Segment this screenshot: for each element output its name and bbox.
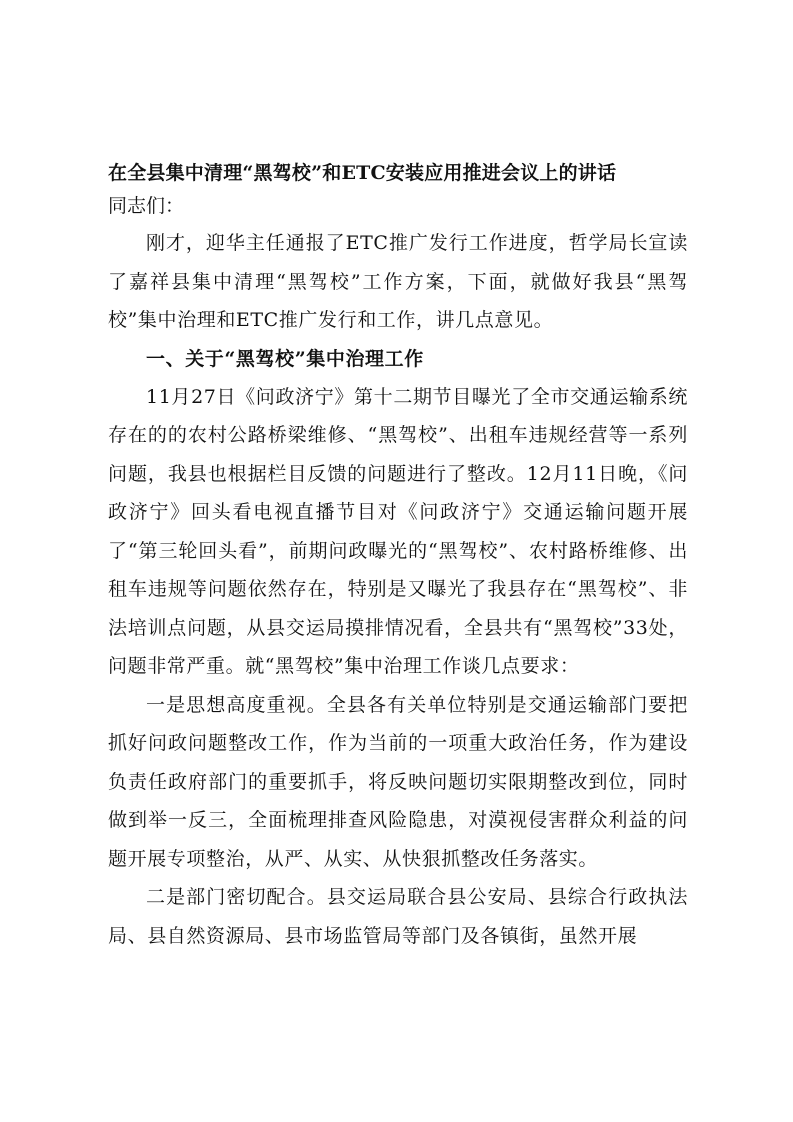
document-title: 在全县集中清理“黑驾校”和ETC安装应用推进会议上的讲话: [108, 162, 617, 184]
document-page: [108, 158, 688, 955]
body-paragraph: 一是思想高度重视。全县各有关单位特别是交通运输部门要把抓好问政问题整改工作，作为当前的一项重大政治任务，作为建设负责任政府部门的重要抓手，将反映问题切实限期整改到位，同时做到举一反三，全面梳理排查风险隐患，对漠视侵害群众利益的问题开展专项整治，从严、从实、从快狠抓整改任务落实。: [108, 693, 688, 870]
body-paragraph: 二是部门密切配合。县交运局联合县公安局、县综合行政执法局、县自然资源局、县市场监管局等部门及各镇街，虽然开展: [108, 886, 688, 947]
salutation: 同志们：: [108, 195, 185, 217]
body-paragraph: 11月27日《问政济宁》第十二期节目曝光了全市交通运输系统存在的的农村公路桥梁维修、“黑驾校”、出租车违规经营等一系列问题，我县也根据栏目反馈的问题进行了整改。12月11日晚，《问政济宁》回头看电视直播节目对《问政济宁》交通运输问题开展了“第三轮回头看”，前期问政曝光的“黑驾校”、农村路桥维修、出租车违规等问题依然存在，特别是又曝光了我县存在“黑驾校”、非法培训点问题，从县交运局摸排情况看，全县共有“黑驾校”33处，问题非常严重。就“黑驾校”集中治理工作谈几点要求：: [108, 385, 688, 677]
section-heading: 一、关于“黑驾校”集中治理工作: [146, 347, 424, 370]
intro-paragraph: 刚才，迎华主任通报了ETC推广发行工作进度，哲学局长宣读了嘉祥县集中清理“黑驾校”工作方案，下面，就做好我县“黑驾校”集中治理和ETC推广发行和工作，讲几点意见。: [108, 232, 688, 331]
